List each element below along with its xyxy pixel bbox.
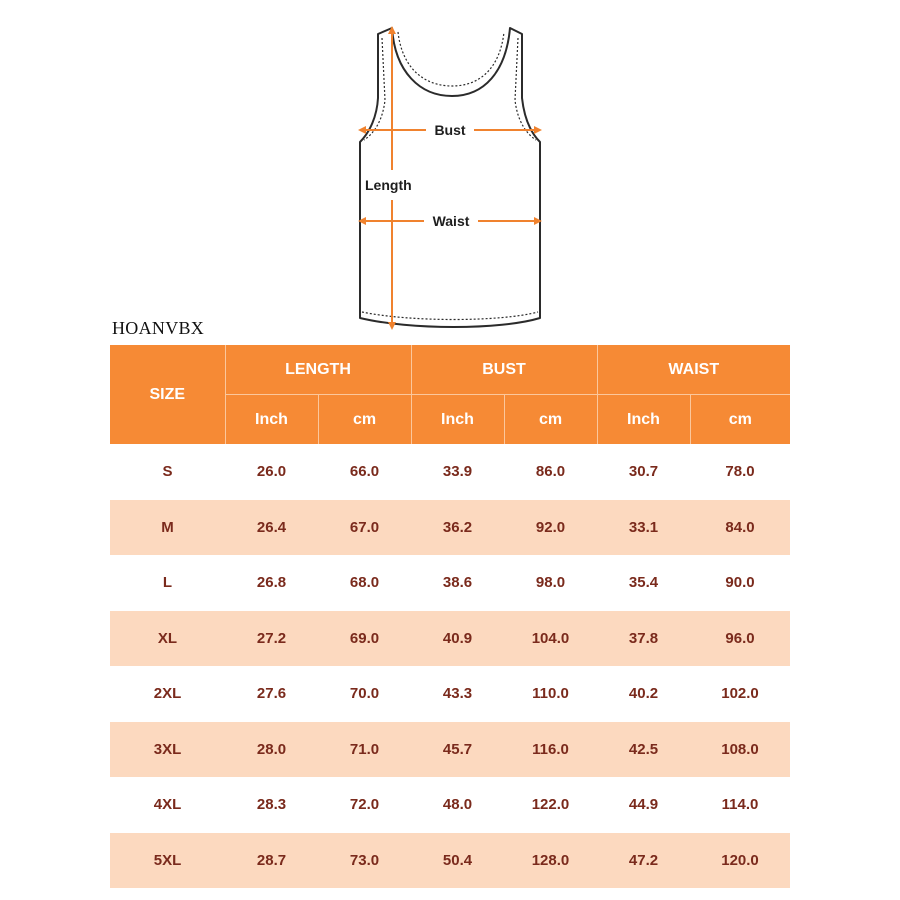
measurement-cell: 26.0 <box>256 463 287 481</box>
measurement-cell: 110.0 <box>532 685 569 703</box>
length-label: Length <box>365 177 412 193</box>
table-row <box>110 833 790 889</box>
measurement-cell: 28.3 <box>256 796 287 814</box>
measurement-cell: 40.2 <box>628 685 659 703</box>
size-table-body <box>110 444 790 888</box>
table-row <box>110 555 790 611</box>
size-cell: 4XL <box>153 796 182 814</box>
measurement-cell: 128.0 <box>504 833 597 889</box>
measurement-cell: 108.0 <box>690 722 790 778</box>
unit-header: Inch <box>597 395 690 445</box>
measurement-cell: 35.4 <box>628 574 659 592</box>
waist-label: Waist <box>432 213 470 229</box>
measurement-cell: 78.0 <box>725 463 755 481</box>
bust-label: Bust <box>434 122 466 138</box>
measurement-cell: 66.0 <box>349 463 380 481</box>
size-cell: 5XL <box>110 833 225 889</box>
measurement-cell: 122.0 <box>531 796 570 814</box>
measurement-cell: 27.6 <box>256 685 287 703</box>
measurement-cell: 30.7 <box>628 463 659 481</box>
measurement-cell: 38.6 <box>442 574 473 592</box>
size-cell: 3XL <box>110 722 225 778</box>
unit-header: cm <box>690 395 790 445</box>
size-cell: L <box>162 574 173 592</box>
measurement-cell: 68.0 <box>349 574 380 592</box>
table-row <box>110 777 790 833</box>
measurement-cell: 72.0 <box>349 796 380 814</box>
measurement-cell: 40.9 <box>411 611 504 667</box>
unit-header: Inch <box>225 395 318 445</box>
unit-header: Inch <box>411 395 504 445</box>
table-row <box>110 500 790 556</box>
measurement-cell: 67.0 <box>318 500 411 556</box>
tank-top-diagram <box>0 0 900 345</box>
unit-header: cm <box>504 395 597 445</box>
measurement-cell: 70.0 <box>349 685 380 703</box>
measurement-cell: 96.0 <box>690 611 790 667</box>
measurement-cell: 36.2 <box>411 500 504 556</box>
measurement-cell: 27.2 <box>225 611 318 667</box>
size-chart-table <box>110 345 790 888</box>
measurement-cell: 47.2 <box>597 833 690 889</box>
measurement-cell: 69.0 <box>318 611 411 667</box>
measurement-cell: 84.0 <box>690 500 790 556</box>
measurement-cell: 71.0 <box>318 722 411 778</box>
measurement-cell: 102.0 <box>721 685 759 703</box>
measurement-cell: 86.0 <box>535 463 566 481</box>
length-header: LENGTH <box>225 345 411 395</box>
bust-header: BUST <box>411 345 597 395</box>
size-cell: M <box>110 500 225 556</box>
measurement-cell: 37.8 <box>597 611 690 667</box>
measurement-cell: 43.3 <box>442 685 473 703</box>
table-row <box>110 722 790 778</box>
measurement-cell: 98.0 <box>535 574 566 592</box>
size-header: SIZE <box>110 345 225 444</box>
measurement-cell: 92.0 <box>504 500 597 556</box>
measurement-cell: 73.0 <box>318 833 411 889</box>
unit-header: cm <box>318 395 411 445</box>
measurement-cell: 104.0 <box>504 611 597 667</box>
measurement-cell: 50.4 <box>411 833 504 889</box>
measurement-cell: 26.8 <box>256 574 287 592</box>
measurement-cell: 28.0 <box>225 722 318 778</box>
measurement-cell: 33.1 <box>597 500 690 556</box>
measurement-cell: 26.4 <box>225 500 318 556</box>
brand-label: HOANVBX <box>112 318 205 338</box>
measurement-cell: 120.0 <box>690 833 790 889</box>
measurement-cell: 45.7 <box>411 722 504 778</box>
measurement-cell: 90.0 <box>725 574 755 592</box>
measurement-cell: 33.9 <box>442 463 473 481</box>
measurement-cell: 116.0 <box>504 722 597 778</box>
size-cell: S <box>162 463 173 481</box>
measurement-cell: 114.0 <box>721 796 759 814</box>
table-row <box>110 444 790 500</box>
size-cell: 2XL <box>153 685 182 703</box>
table-row <box>110 611 790 667</box>
measurement-cell: 48.0 <box>442 796 473 814</box>
waist-header: WAIST <box>597 345 790 395</box>
measurement-cell: 28.7 <box>225 833 318 889</box>
table-row <box>110 666 790 722</box>
measurement-cell: 44.9 <box>628 796 659 814</box>
measurement-cell: 42.5 <box>597 722 690 778</box>
size-cell: XL <box>110 611 225 667</box>
